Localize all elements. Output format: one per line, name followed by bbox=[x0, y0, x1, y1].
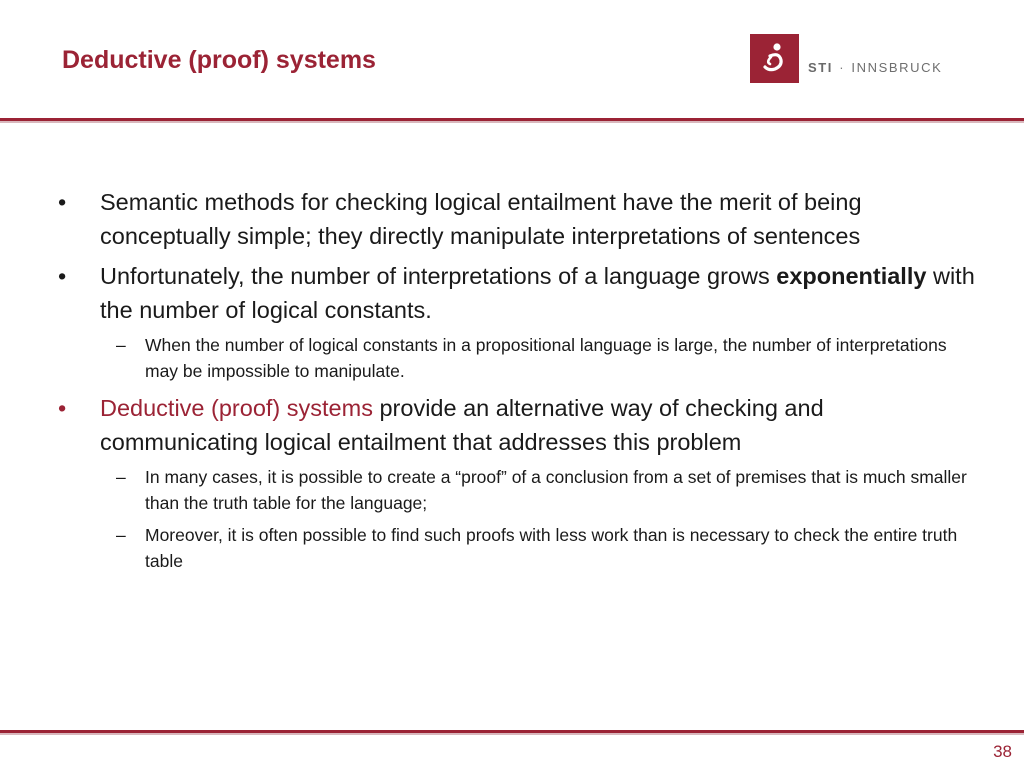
bullet-marker: • bbox=[58, 395, 67, 421]
bullet-text: Semantic methods for checking logical entailment have the merit of being conceptually simple; they directly manipulate interpretations of sentences bbox=[100, 189, 862, 249]
sub-bullet-text: Moreover, it is often possible to find such proofs with less work than is necessary to check the entire truth table bbox=[145, 525, 958, 571]
sub-bullet-text: In many cases, it is possible to create a “proof” of a conclusion from a set of premises that is much smaller than the truth table for the language; bbox=[145, 467, 967, 513]
bullet-item bbox=[58, 260, 978, 327]
logo-mark bbox=[750, 34, 799, 83]
sub-bullet-item bbox=[58, 332, 978, 384]
bullet-marker: • bbox=[58, 263, 67, 289]
slide-title: Deductive (proof) systems bbox=[62, 46, 376, 74]
sti-figure-icon bbox=[750, 34, 799, 83]
dash-marker: – bbox=[116, 525, 126, 545]
bullet-emphasis: exponentially bbox=[776, 263, 927, 289]
logo-separator: · bbox=[839, 60, 846, 75]
bullet-highlight: Deductive (proof) systems bbox=[100, 395, 373, 421]
slide-content bbox=[58, 186, 978, 582]
sub-bullet-text: When the number of logical constants in a propositional language is large, the number of interpretations may be impossible to manipulate. bbox=[145, 335, 947, 381]
dash-marker: – bbox=[116, 335, 126, 355]
page-number: 38 bbox=[993, 742, 1012, 761]
sub-bullet-item bbox=[58, 522, 978, 574]
bullet-text: Unfortunately, the number of interpretations of a language grows bbox=[100, 263, 777, 289]
bullet-text: with the number of logical constants. bbox=[100, 263, 975, 323]
sub-bullet-item bbox=[58, 464, 978, 516]
logo-location: INNSBRUCK bbox=[851, 60, 943, 75]
footer-rule-shadow bbox=[0, 733, 1024, 735]
logo-brand: STI bbox=[808, 60, 834, 75]
dash-marker: – bbox=[116, 467, 126, 487]
bullet-marker: • bbox=[58, 189, 67, 215]
header-rule-shadow bbox=[0, 121, 1024, 123]
logo-wordmark bbox=[808, 60, 942, 75]
sti-innsbruck-logo bbox=[750, 34, 960, 84]
bullet-item bbox=[58, 186, 978, 253]
bullet-text: provide an alternative way of checking and communicating logical entailment that addresses this problem bbox=[100, 395, 824, 455]
bullet-item bbox=[58, 392, 978, 459]
